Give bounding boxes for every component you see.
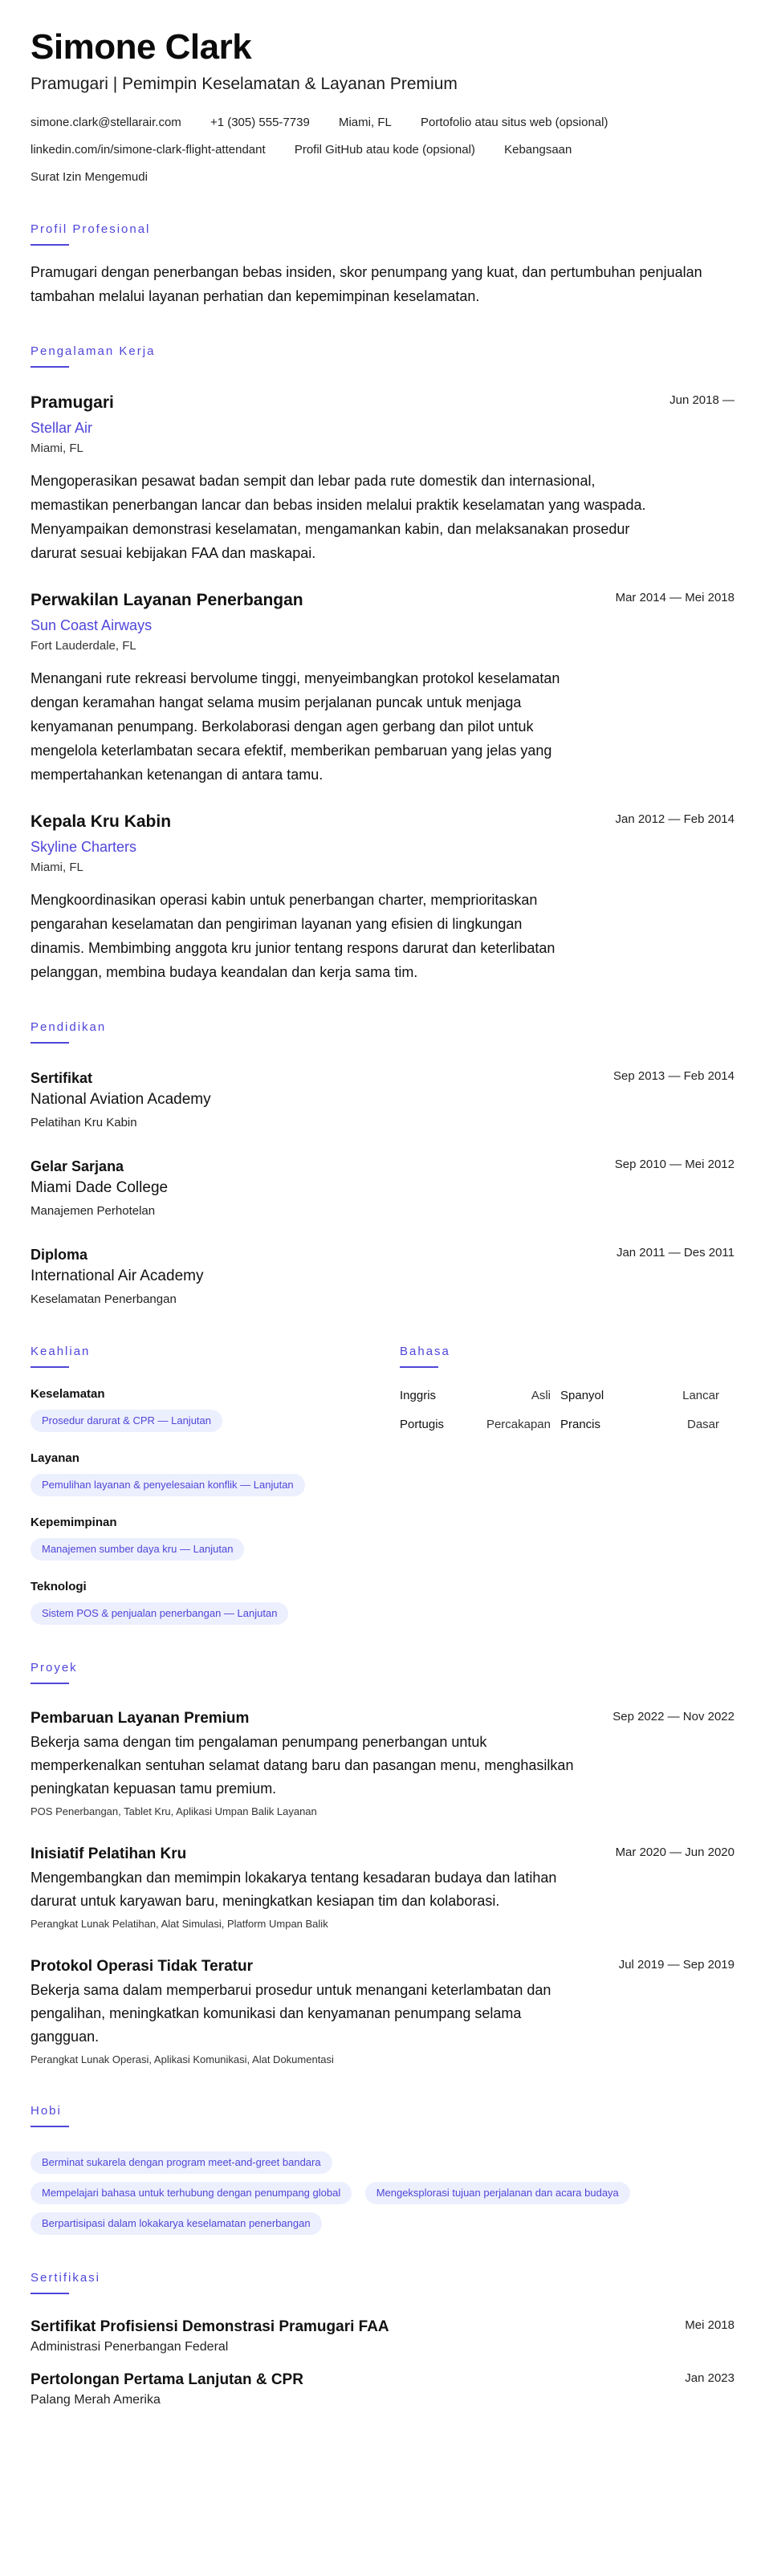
job-date: Jun 2018 —: [669, 393, 734, 407]
education-entry: [31, 1244, 734, 1308]
section-title: Pengalaman Kerja: [31, 344, 156, 358]
contact-github[interactable]: Profil GitHub atau kode (opsional): [294, 143, 475, 157]
skill-group: [31, 1578, 400, 1625]
skill-chip: Prosedur darurat & CPR — Lanjutan: [31, 1410, 222, 1432]
contact-portfolio[interactable]: Portofolio atau situs web (opsional): [421, 116, 608, 129]
job-location: Fort Lauderdale, FL: [31, 639, 136, 653]
job-company: Stellar Air: [31, 420, 93, 436]
certifications-section: [31, 2270, 734, 2410]
hobby-chip: Berminat sukarela dengan program meet-and-greet bandara: [31, 2151, 332, 2174]
project-tools: Perangkat Lunak Pelatihan, Alat Simulasi, Platform Umpan Balik: [31, 1918, 328, 1930]
section-divider: [31, 366, 69, 368]
education-entry: [31, 1068, 734, 1132]
projects-section: [31, 1660, 734, 2068]
section-title: Profil Profesional: [31, 222, 151, 236]
job-company: Skyline Charters: [31, 839, 137, 855]
job-entry: [31, 811, 734, 984]
experience-section: [31, 344, 734, 984]
job-location: Miami, FL: [31, 442, 83, 455]
education-entry: [31, 1156, 734, 1220]
profile-summary: Pramugari dengan penerbangan bebas insiden, skor penumpang yang kuat, dan pertumbuhan penjualan tambahan melalui layanan perhatian dan kepemimpinan keselamatan.: [31, 264, 702, 304]
language-grid: [400, 1387, 734, 1434]
skill-group: [31, 1386, 400, 1432]
cert-date: Mei 2018: [685, 2318, 734, 2332]
job-title: Perwakilan Layanan Penerbangan: [31, 591, 303, 609]
skill-group: [31, 1514, 400, 1561]
cert-name: Pertolongan Pertama Lanjutan & CPR: [31, 2371, 303, 2388]
edu-school: International Air Academy: [31, 1268, 204, 1284]
language-name: Inggris: [400, 1389, 437, 1402]
skills-section: [31, 1344, 400, 1625]
job-date: Mar 2014 — Mei 2018: [615, 591, 734, 604]
language-item: [560, 1387, 729, 1405]
project-date: Sep 2022 — Nov 2022: [612, 1710, 734, 1723]
job-location: Miami, FL: [31, 861, 83, 874]
project-tools: Perangkat Lunak Operasi, Aplikasi Komunikasi, Alat Dokumentasi: [31, 2053, 334, 2065]
edu-date: Jan 2011 — Des 2011: [616, 1246, 734, 1260]
hobbies-section: [31, 2103, 734, 2235]
language-name: Spanyol: [560, 1389, 604, 1402]
hobby-chip: Berpartisipasi dalam lokakarya keselamatan penerbangan: [31, 2212, 322, 2235]
contact-linkedin[interactable]: linkedin.com/in/simone-clark-flight-attendant: [31, 143, 266, 157]
skill-name: Layanan: [31, 1451, 79, 1465]
skill-chip: Manajemen sumber daya kru — Lanjutan: [31, 1538, 244, 1561]
hobby-chip: Mempelajari bahasa untuk terhubung dengan penumpang global: [31, 2182, 352, 2204]
profile-section: [31, 222, 734, 308]
project-description: Mengembangkan dan memimpin lokakarya tentang kesadaran budaya dan latihan darurat untuk karyawan baru, meningkatkan kesiapan tim dan kolaborasi.: [31, 1870, 557, 1909]
section-divider: [31, 1366, 69, 1368]
contact-list: [31, 109, 734, 191]
project-date: Jul 2019 — Sep 2019: [618, 1958, 734, 1972]
certification-entry: [31, 2317, 734, 2357]
skill-chip: Sistem POS & penjualan penerbangan — Lanjutan: [31, 1602, 288, 1625]
cert-name: Sertifikat Profisiensi Demonstrasi Pramugari FAA: [31, 2318, 389, 2335]
skill-name: Keselamatan: [31, 1387, 105, 1401]
job-entry: [31, 392, 734, 565]
edu-date: Sep 2010 — Mei 2012: [614, 1158, 734, 1171]
section-title: Sertifikasi: [31, 2271, 101, 2285]
edu-degree: Sertifikat: [31, 1070, 93, 1086]
skill-group: [31, 1450, 400, 1496]
job-title: Kepala Kru Kabin: [31, 812, 172, 831]
language-item: [560, 1416, 729, 1434]
hobby-list: [31, 2143, 734, 2235]
skill-chip: Pemulihan layanan & penyelesaian konflik — Lanjutan: [31, 1474, 305, 1496]
headline: Pramugari | Pemimpin Keselamatan & Layanan Premium: [31, 75, 458, 93]
skill-name: Teknologi: [31, 1580, 87, 1593]
edu-field: Manajemen Perhotelan: [31, 1204, 156, 1218]
language-name: Portugis: [400, 1418, 445, 1431]
section-title: Hobi: [31, 2104, 62, 2118]
section-title: Bahasa: [400, 1345, 450, 1358]
job-description: Mengoperasikan pesawat badan sempit dan lebar pada rute domestik dan internasional, memastikan penerbangan lancar dan bebas insiden melalui praktik keselamatan yang waspada. Menyampaikan demonstrasi keselamatan, mengamankan kabin, dan melaksanakan prosedur darurat sesuai kebijakan FAA dan maskapai.: [31, 473, 646, 561]
job-description: Mengkoordinasikan operasi kabin untuk penerbangan charter, memprioritaskan pengarahan keselamatan dan pengiriman layanan yang efisien di lingkungan dinamis. Membimbing anggota kru junior tentang respons darurat dan keterlibatan pelanggan, membina budaya keandalan dan kerja sama tim.: [31, 892, 555, 980]
candidate-name: Simone Clark: [31, 27, 252, 67]
language-level: Dasar: [686, 1418, 719, 1431]
project-date: Mar 2020 — Jun 2020: [615, 1846, 734, 1859]
job-description: Menangani rute rekreasi bervolume tinggi, menyeimbangkan protokol keselamatan dengan keramahan hangat selama musim perjalanan puncak untuk menjaga kenyamanan penumpang. Berkolaborasi dengan agen gerbang dan pilot untuk mengelola keterlambatan secara efektif, memberikan pembaruan yang jelas yang mempertahankan ketenangan di antara tamu.: [31, 670, 560, 783]
job-title: Pramugari: [31, 393, 114, 412]
contact-license: Surat Izin Mengemudi: [31, 170, 148, 184]
language-item: [400, 1416, 560, 1434]
edu-school: National Aviation Academy: [31, 1091, 211, 1108]
contact-location: Miami, FL: [338, 116, 392, 129]
language-name: Prancis: [560, 1418, 601, 1431]
language-item: [400, 1387, 560, 1405]
project-description: Bekerja sama dalam memperbarui prosedur untuk menangani keterlambatan dan pengalihan, meningkatkan komunikasi dan kenyamanan penumpang selama gangguan.: [31, 1982, 551, 2045]
project-description: Bekerja sama dengan tim pengalaman penumpang penerbangan untuk memperkenalkan sentuhan selamat datang baru dan pasangan menu, menghasilkan peningkatan kepuasan tamu premium.: [31, 1734, 574, 1797]
cert-date: Jan 2023: [685, 2371, 734, 2385]
hobby-chip: Mengeksplorasi tujuan perjalanan dan acara budaya: [365, 2182, 630, 2204]
cert-issuer: Palang Merah Amerika: [31, 2393, 161, 2407]
project-entry: [31, 1956, 734, 2068]
contact-nationality: Kebangsaan: [504, 143, 572, 157]
project-title: Inisiatif Pelatihan Kru: [31, 1846, 187, 1862]
edu-degree: Diploma: [31, 1247, 88, 1263]
edu-date: Sep 2013 — Feb 2014: [613, 1069, 734, 1083]
edu-school: Miami Dade College: [31, 1179, 169, 1196]
project-title: Pembaruan Layanan Premium: [31, 1710, 250, 1727]
language-level: Lancar: [682, 1389, 719, 1402]
section-title: Pendidikan: [31, 1020, 107, 1034]
cert-issuer: Administrasi Penerbangan Federal: [31, 2340, 229, 2354]
project-title: Protokol Operasi Tidak Teratur: [31, 1958, 253, 1975]
section-title: Proyek: [31, 1661, 78, 1675]
skill-name: Kepemimpinan: [31, 1516, 117, 1529]
section-divider: [31, 1683, 69, 1684]
section-divider: [31, 244, 69, 246]
edu-field: Pelatihan Kru Kabin: [31, 1116, 137, 1129]
certification-entry: [31, 2370, 734, 2410]
skills-languages-row: [31, 1344, 734, 1625]
project-tools: POS Penerbangan, Tablet Kru, Aplikasi Umpan Balik Layanan: [31, 1805, 317, 1817]
job-entry: [31, 589, 734, 787]
edu-field: Keselamatan Penerbangan: [31, 1292, 177, 1306]
project-entry: [31, 1844, 734, 1932]
job-company: Sun Coast Airways: [31, 617, 153, 633]
contact-phone[interactable]: +1 (305) 555-7739: [210, 116, 310, 129]
edu-degree: Gelar Sarjana: [31, 1158, 124, 1174]
section-divider: [31, 2126, 69, 2127]
section-divider: [31, 1042, 69, 1044]
contact-email[interactable]: simone.clark@stellarair.com: [31, 116, 181, 129]
language-level: Percakapan: [486, 1418, 551, 1431]
language-level: Asli: [531, 1389, 551, 1402]
section-divider: [31, 2293, 69, 2294]
section-divider: [400, 1366, 438, 1368]
education-section: [31, 1019, 734, 1308]
languages-section: [400, 1344, 734, 1625]
job-date: Jan 2012 — Feb 2014: [615, 812, 734, 826]
project-entry: [31, 1708, 734, 1820]
section-title: Keahlian: [31, 1345, 91, 1358]
